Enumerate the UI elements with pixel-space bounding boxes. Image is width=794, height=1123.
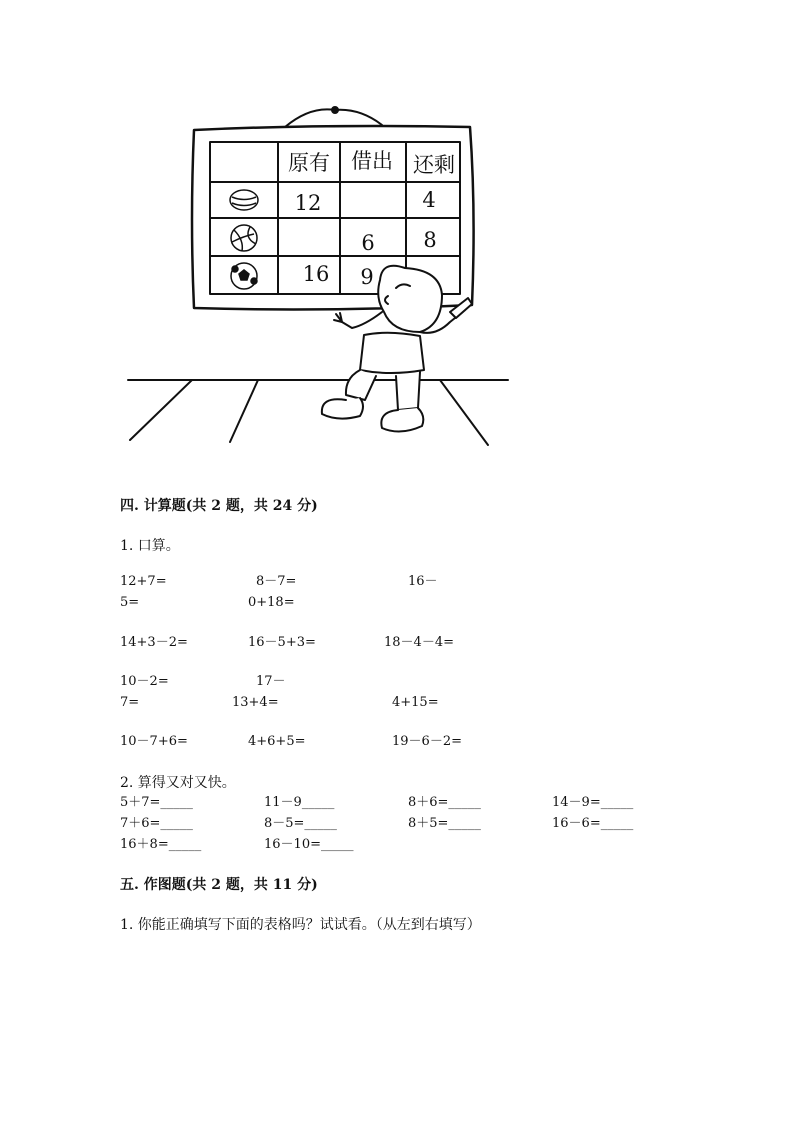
quick-calc-item: 16＋8=_____ <box>120 837 202 852</box>
mental-math-item: 12+7= <box>120 574 167 589</box>
quick-calc-item: 16－10=_____ <box>264 837 354 852</box>
mental-math-item: 18－4－4= <box>384 635 454 650</box>
quick-calc-item: 11－9_____ <box>264 795 335 810</box>
rugby-ball-icon <box>230 190 258 210</box>
board-header-original: 原有 <box>288 151 330 175</box>
mental-math-item: 10－2= <box>120 674 169 689</box>
quick-calc-item: 8＋5=_____ <box>408 816 481 831</box>
quick-calc-item: 8＋6=_____ <box>408 795 481 810</box>
soccer-ball-icon <box>231 263 257 289</box>
board-cell: 16 <box>302 262 330 286</box>
quick-calc-item: 16－6=_____ <box>552 816 634 831</box>
quick-calc-item: 7＋6=_____ <box>120 816 193 831</box>
question-2-label: 2. 算得又对又快。 <box>120 775 236 791</box>
mental-math-item: 8－7= <box>256 574 297 589</box>
quick-calc-item: 8－5=_____ <box>264 816 337 831</box>
blackboard-illustration <box>120 100 520 450</box>
mental-math-item: 4+15= <box>392 695 439 710</box>
board-cell: 9 <box>360 265 374 289</box>
mental-math-item: 0+18= <box>248 595 295 610</box>
board-cell: 4 <box>422 188 436 212</box>
mental-math-item: 17－ <box>256 674 286 689</box>
board-cell: 12 <box>294 191 322 215</box>
section-4-title: 四. 计算题(共 2 题，共 24 分) <box>120 498 318 514</box>
question-1-label: 1. 你能正确填写下面的表格吗？试试看。（从左到右填写） <box>120 917 481 933</box>
mental-math-item: 7= <box>120 695 140 710</box>
mental-math-item: 19－6－2= <box>392 734 462 749</box>
mental-math-item: 16－ <box>408 574 438 589</box>
mental-math-item: 10－7+6= <box>120 734 188 749</box>
question-1-label: 1. 口算。 <box>120 538 180 554</box>
board-cell: 8 <box>423 228 437 252</box>
mental-math-item: 16－5+3= <box>248 635 316 650</box>
mental-math-item: 5= <box>120 595 140 610</box>
volleyball-icon <box>231 225 257 251</box>
mental-math-item: 14+3－2= <box>120 635 188 650</box>
section-5-title: 五. 作图题(共 2 题，共 11 分) <box>120 877 318 893</box>
mental-math-item: 4+6+5= <box>248 734 306 749</box>
board-header-lent: 借出 <box>351 149 393 173</box>
quick-calc-item: 14－9=_____ <box>552 795 634 810</box>
quick-calc-item: 5＋7=_____ <box>120 795 193 810</box>
board-header-remaining: 还剩 <box>413 153 455 177</box>
mental-math-item: 13+4= <box>232 695 279 710</box>
board-cell: 6 <box>361 231 375 255</box>
